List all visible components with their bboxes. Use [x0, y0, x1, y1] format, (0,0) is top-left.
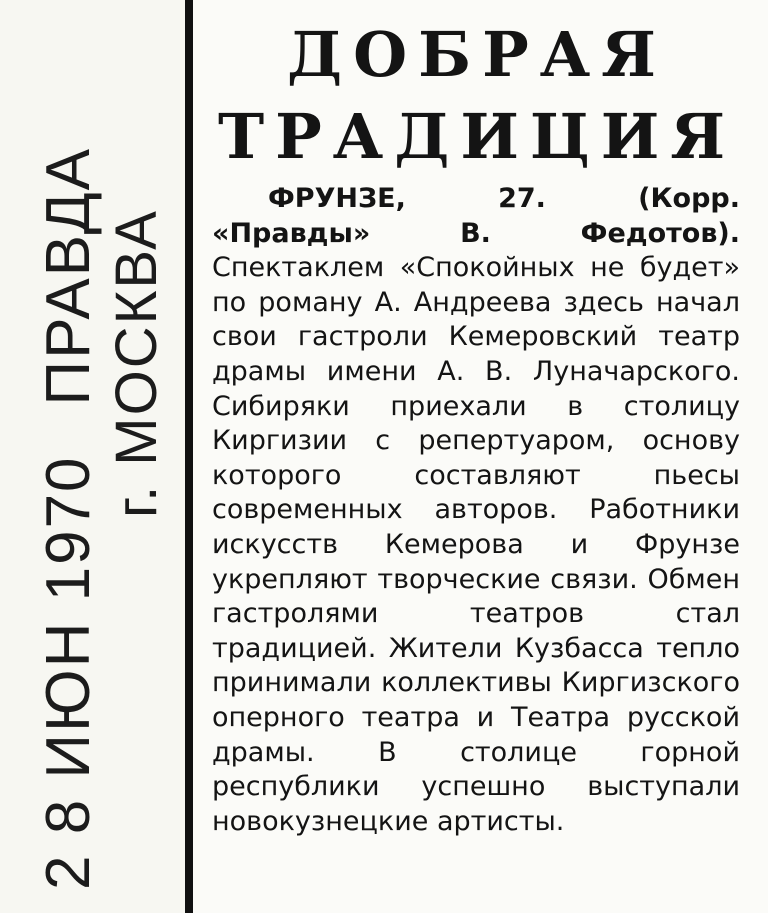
column-divider	[185, 0, 193, 913]
headline-line-1: ДОБРАЯ	[287, 18, 667, 91]
stamp-line-date-newspaper	[33, 147, 104, 890]
dateline: ФРУНЗЕ, 27. (Корр. «Правды» В. Федотов).	[212, 183, 740, 249]
stamp-city: г. МОСКВА	[104, 209, 169, 518]
headline	[212, 14, 742, 178]
stamp-date: 2 8 ИЮН 1970	[34, 455, 103, 890]
article	[200, 0, 752, 913]
article-body	[212, 182, 740, 839]
body-text: Спектаклем «Спокойных не будет» по роману А. Андреева здесь начал свои гастроли Кемеровский театр драмы имени А. В. Луначарского. Сибиряки приехали в столицу Киргизии с репертуаром, основу которого составляют пьесы современных авторов. Работники искусств Кемерова и Фрунзе укрепляют творческие связи. Обмен гастролями театров стал традицией. Жители Кузбасса тепло принимали коллективы Киргизского оперного театра и Театра русской драмы. В столице горной республики успешно выступали новокузнецкие артисты.	[212, 252, 740, 837]
headline-line-2: ТРАДИЦИЯ	[217, 100, 737, 173]
stamp-line-city	[103, 209, 170, 890]
archive-stamp	[0, 0, 185, 913]
stamp-newspaper: ПРАВДА	[34, 146, 103, 406]
